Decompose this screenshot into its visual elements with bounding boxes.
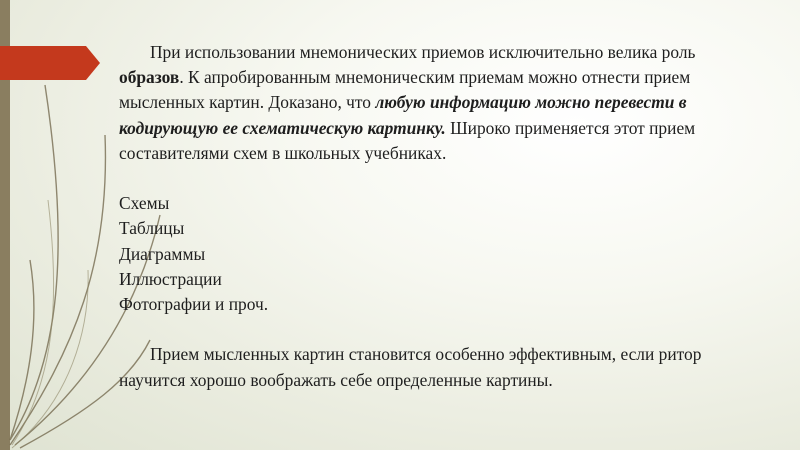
slide-body xyxy=(119,40,739,393)
spacer xyxy=(119,317,739,342)
list-item: Диаграммы xyxy=(119,243,206,264)
list-item: Иллюстрации xyxy=(119,268,222,289)
accent-arrow-tab xyxy=(0,46,100,80)
paragraph-1-bold-term: образов xyxy=(119,67,180,88)
paragraph-1-text-c: Широко применяется этот прием составителями схем в школьных учебниках. xyxy=(119,117,696,163)
paragraph-1 xyxy=(119,40,739,166)
paragraph-1-emphasis: любую информацию можно перевести в кодирующую ее схематическую картинку. xyxy=(119,92,687,138)
paragraph-1-text-a: При использовании мнемонических приемов исключительно велика роль xyxy=(150,42,696,62)
list-item: Схемы xyxy=(119,193,170,214)
list-item: Таблицы xyxy=(119,218,185,239)
spacer xyxy=(119,166,739,191)
list-item: Фотографии и проч. xyxy=(119,294,269,315)
paragraph-2: Прием мысленных картин становится особенно эффективным, если ритор научится хорошо воображать себе определенные картины. xyxy=(119,344,702,390)
paragraph-1-text-b: . К апробированным мнемоническим приемам можно отнести прием мысленных картин. Доказано, что xyxy=(119,67,691,113)
media-list xyxy=(119,191,739,317)
